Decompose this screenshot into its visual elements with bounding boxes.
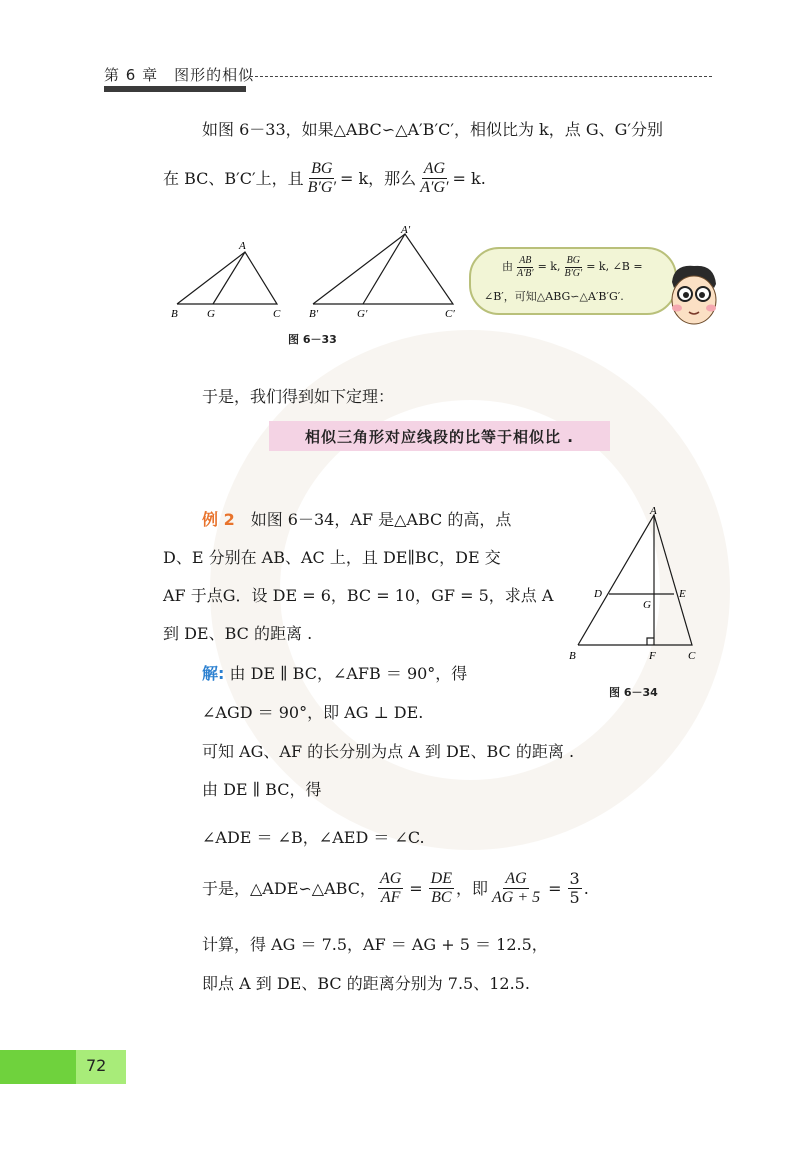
hint-text: = k, ∠B = [586, 260, 643, 273]
label-c: C [688, 650, 696, 662]
equals-sign: = [409, 878, 423, 898]
solution-line4: 由 DE ∥ BC，得 [202, 780, 322, 799]
solution-text: ，即 [456, 878, 489, 898]
hint-text: 由 [502, 260, 513, 273]
label-g: G [207, 308, 215, 320]
period: . [583, 878, 589, 898]
example-line3: AF 于点G．设 DE = 6，BC = 10，GF = 5，求点 A [163, 586, 554, 605]
frac-num: 3 [569, 869, 580, 888]
cartoon-boy-icon [664, 262, 722, 330]
para1-text-b: = k，那么 [339, 168, 417, 188]
label-a: A [650, 505, 657, 517]
header-bar [104, 86, 246, 92]
header-dotted-rule [250, 76, 712, 77]
frac-num: BG [309, 160, 334, 179]
theorem-intro: 于是，我们得到如下定理： [202, 387, 395, 406]
triangle-abc [177, 252, 277, 304]
right-angle-mark [647, 638, 654, 645]
label-c-prime: C′ [445, 308, 455, 320]
hint-bubble-text [482, 254, 672, 308]
frac-den: AF [380, 889, 401, 907]
frac-num: AG [378, 870, 403, 889]
page-number: 72 [86, 1056, 107, 1075]
frac-den: A′B′ [517, 267, 534, 279]
para1-line2 [163, 160, 486, 198]
label-e: E [679, 588, 686, 600]
frac-den: 5 [569, 888, 580, 908]
chapter-header: 第 6 章 图形的相似 [104, 66, 255, 84]
solution-text: 由 DE ∥ BC，∠AFB ＝ 90°，得 [224, 664, 468, 683]
solution-line6 [202, 870, 589, 908]
figure-6-33 [165, 222, 465, 322]
hint-line1 [482, 254, 672, 280]
solution-line1 [202, 662, 467, 686]
example-line4: 到 DE、BC 的距离 . [163, 624, 313, 643]
frac-num: AG [503, 870, 528, 889]
frac-den: AG + 5 [492, 889, 541, 907]
hint-text: = k, [537, 260, 561, 273]
example-text: 如图 6－34，AF 是△ABC 的高，点 [234, 510, 512, 529]
label-a: A [239, 240, 246, 252]
label-c: C [273, 308, 281, 320]
frac-num: DE [429, 870, 454, 889]
example-label: 例 2 [202, 510, 235, 529]
example-line1 [202, 508, 511, 532]
frac-de-bc [429, 870, 454, 908]
solution-line7: 计算，得 AG ＝ 7.5，AF ＝ AG + 5 ＝ 12.5， [202, 935, 548, 954]
example-line2: D、E 分别在 AB、AC 上，且 DE∥BC，DE 交 [163, 548, 501, 567]
label-b: B [569, 650, 576, 662]
frac-num: AG [422, 160, 447, 179]
para1-line1: 如图 6－33，如果△ABC∽△A′B′C′，相似比为 k，点 G、G′分别 [202, 120, 664, 139]
equals-sign: = [548, 878, 562, 898]
frac-den: B′G′ [564, 267, 583, 279]
frac-den: B′G′ [307, 179, 336, 197]
solution-text: 于是，△ADE∽△ABC， [202, 878, 376, 898]
hint-frac-bg [562, 255, 584, 279]
para1-text-a: 在 BC、B′C′上，且 [163, 168, 304, 188]
solution-line2: ∠AGD ＝ 90°，即 AG ⊥ DE. [202, 703, 424, 722]
solution-line5: ∠ADE ＝ ∠B，∠AED ＝ ∠C. [202, 828, 425, 847]
figure-6-33-caption: 图 6－33 [288, 333, 337, 346]
frac-ag-af [378, 870, 403, 908]
label-b-prime: B′ [309, 308, 319, 320]
triangle-abc [578, 515, 692, 645]
figure-6-34-caption: 图 6－34 [609, 686, 658, 699]
hint-frac-ab [515, 255, 536, 279]
hint-line2: ∠B′，可知△ABG∽△A′B′G′. [484, 290, 624, 303]
figure-6-34 [566, 505, 706, 670]
fraction-ag-ag [418, 160, 450, 198]
frac-num: AB [519, 255, 532, 266]
label-a-prime: A′ [401, 224, 411, 236]
label-d: D [594, 588, 602, 600]
para1-text-c: = k. [452, 168, 486, 188]
triangle-a2b2c2 [313, 234, 453, 304]
fraction-bg-bg [306, 160, 338, 198]
frac-den: BC [431, 889, 452, 907]
frac-ag-ag5 [490, 870, 542, 908]
frac-num: BG [566, 255, 581, 266]
solution-line8: 即点 A 到 DE、BC 的距离分别为 7.5、12.5. [202, 974, 530, 993]
label-b: B [171, 308, 178, 320]
frac-3-5 [568, 870, 582, 908]
label-g: G [643, 599, 651, 611]
theorem-box: 相似三角形对应线段的比等于相似比 . [269, 421, 610, 451]
segment-a2g2 [363, 234, 405, 304]
label-g-prime: G′ [357, 308, 368, 320]
label-f: F [649, 650, 656, 662]
solution-line3: 可知 AG、AF 的长分别为点 A 到 DE、BC 的距离 . [202, 742, 575, 761]
frac-den: A′G′ [420, 179, 449, 197]
solution-label: 解: [202, 664, 225, 683]
segment-ag [213, 252, 245, 304]
